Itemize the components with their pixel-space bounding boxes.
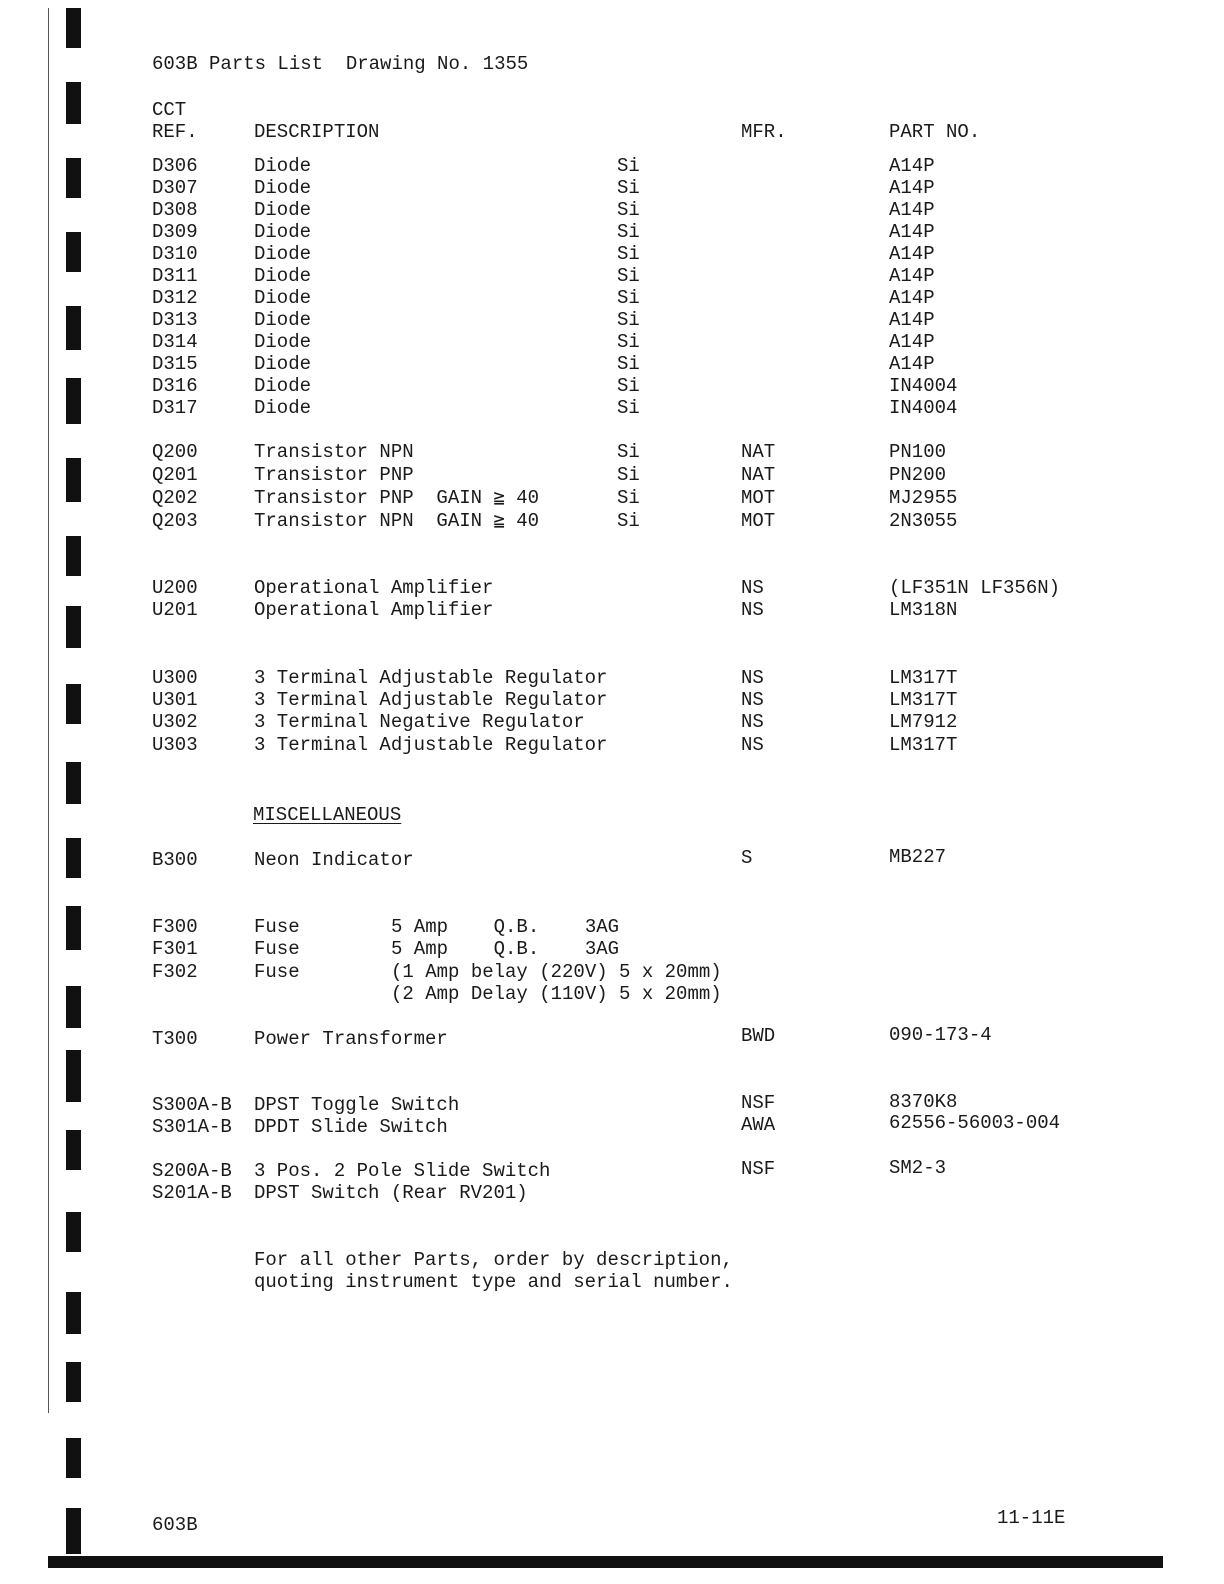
misc-heading: MISCELLANEOUS (253, 804, 402, 826)
cell-description: Fuse (254, 938, 300, 960)
cell-part-no: LM317T (889, 689, 958, 711)
cell-description: 3 Pos. 2 Pole Slide Switch (254, 1160, 551, 1182)
cell-part-no: A14P (889, 353, 935, 375)
cell-ref: D310 (152, 243, 198, 265)
cell-type: Si (617, 397, 640, 419)
cell-part-no: 2N3055 (889, 510, 958, 532)
cell-description: Transistor PNP GAIN ≧ 40 (254, 487, 540, 509)
cell-ref: D312 (152, 287, 198, 309)
cell-type: Si (617, 331, 640, 353)
punch-mark (66, 158, 81, 198)
cell-type: Si (617, 375, 640, 397)
cell-ref: F300 (152, 916, 198, 938)
cell-mfr: NAT (741, 464, 776, 486)
cell-spec: 5 Amp Q.B. 3AG (391, 916, 620, 938)
punch-mark (66, 306, 81, 350)
cell-part-no: A14P (889, 177, 935, 199)
punch-mark (66, 378, 81, 424)
drawing-number: Drawing No. 1355 (345, 53, 529, 75)
punch-mark (66, 1362, 81, 1402)
cell-type: Si (617, 243, 640, 265)
cell-part-no: 62556-56003-004 (889, 1112, 1061, 1134)
cell-part-no: A14P (889, 243, 935, 265)
title-text: 603B Parts List (152, 53, 324, 75)
cell-ref: D314 (152, 331, 198, 353)
cell-ref: D317 (152, 397, 198, 419)
cell-description: 3 Terminal Adjustable Regulator (254, 667, 608, 689)
cell-description: Fuse (254, 916, 300, 938)
cell-mfr: NS (741, 599, 764, 621)
cell-description: Diode (254, 243, 312, 265)
binder-margin-line (48, 8, 49, 1413)
cell-part-no: SM2-3 (889, 1157, 947, 1179)
cell-description: Diode (254, 375, 312, 397)
cell-description: Diode (254, 287, 312, 309)
cell-type: Si (617, 177, 640, 199)
cell-mfr: NS (741, 667, 764, 689)
page-title (152, 53, 528, 75)
punch-mark (66, 986, 81, 1028)
cell-part-no: IN4004 (889, 397, 958, 419)
punch-mark (66, 1212, 81, 1252)
cell-mfr: NS (741, 711, 764, 733)
cell-description: Diode (254, 265, 312, 287)
punch-mark (66, 838, 81, 878)
punch-mark (66, 232, 81, 272)
cell-mfr: MOT (741, 510, 776, 532)
cell-type: Si (617, 353, 640, 375)
cell-mfr: NS (741, 689, 764, 711)
cell-mfr: NAT (741, 441, 776, 463)
cell-description: Transistor NPN GAIN ≧ 40 (254, 510, 540, 532)
cell-type: Si (617, 464, 640, 486)
cell-part-no: A14P (889, 331, 935, 353)
cell-part-no: LM7912 (889, 711, 958, 733)
cell-description: Transistor NPN (254, 441, 414, 463)
cell-ref: F301 (152, 938, 198, 960)
cell-description: 3 Terminal Negative Regulator (254, 711, 585, 733)
cell-part-no: LM317T (889, 667, 958, 689)
col-header-description: DESCRIPTION (254, 121, 380, 143)
cell-ref: D313 (152, 309, 198, 331)
cell-description: DPDT Slide Switch (254, 1116, 448, 1138)
cell-spec: 5 Amp Q.B. 3AG (391, 938, 620, 960)
punch-mark (66, 1292, 81, 1334)
cell-part-no: 8370K8 (889, 1091, 958, 1113)
cell-part-no: A14P (889, 155, 935, 177)
cell-type: Si (617, 510, 640, 532)
cell-type: Si (617, 441, 640, 463)
punch-mark (66, 762, 81, 804)
cell-type: Si (617, 487, 640, 509)
cell-ref: D306 (152, 155, 198, 177)
cell-ref: Q200 (152, 441, 198, 463)
cell-ref: Q203 (152, 510, 198, 532)
punch-mark (66, 1438, 81, 1478)
cell-mfr: NS (741, 577, 764, 599)
cell-ref: D307 (152, 177, 198, 199)
cell-part-no: PN200 (889, 464, 947, 486)
cell-type: Si (617, 265, 640, 287)
col-header-mfr: MFR. (741, 121, 787, 143)
cell-mfr: NSF (741, 1092, 776, 1114)
cell-ref: D308 (152, 199, 198, 221)
cell-ref: B300 (152, 849, 198, 871)
cell-ref: S301A-B (152, 1116, 232, 1138)
punch-mark (66, 1130, 81, 1170)
cell-description: Diode (254, 397, 312, 419)
cell-description: Power Transformer (254, 1028, 448, 1050)
footer-model: 603B (152, 1514, 198, 1536)
cell-description: Diode (254, 199, 312, 221)
cell-ref: D311 (152, 265, 198, 287)
cell-part-no: LM317T (889, 734, 958, 756)
cell-part-no: 090-173-4 (889, 1024, 992, 1046)
cell-part-no: MB227 (889, 846, 947, 868)
cell-type: Si (617, 199, 640, 221)
cell-part-no: (LF351N LF356N) (889, 577, 1061, 599)
cell-ref: S201A-B (152, 1182, 232, 1204)
cell-ref: D309 (152, 221, 198, 243)
cell-part-no: A14P (889, 309, 935, 331)
cell-part-no: LM318N (889, 599, 958, 621)
punch-mark (66, 8, 81, 48)
punch-mark (66, 684, 81, 724)
cell-description: Diode (254, 221, 312, 243)
cell-description: Diode (254, 353, 312, 375)
cell-part-no: A14P (889, 287, 935, 309)
cell-part-no: IN4004 (889, 375, 958, 397)
cell-mfr: AWA (741, 1114, 776, 1136)
punch-mark (66, 906, 81, 950)
cell-spec: (1 Amp belay (220V) 5 x 20mm) (391, 961, 722, 983)
cell-ref: Q202 (152, 487, 198, 509)
punch-mark (66, 82, 81, 124)
cell-ref: U303 (152, 734, 198, 756)
cell-ref: U302 (152, 711, 198, 733)
bottom-scan-edge (48, 1556, 1163, 1568)
cell-description: 3 Terminal Adjustable Regulator (254, 689, 608, 711)
punch-mark (66, 1050, 81, 1102)
col-header-part-no: PART NO. (889, 121, 981, 143)
cell-description: Operational Amplifier (254, 599, 494, 621)
cell-part-no: PN100 (889, 441, 947, 463)
cell-mfr: MOT (741, 487, 776, 509)
cell-description: Diode (254, 309, 312, 331)
cell-ref: U200 (152, 577, 198, 599)
cell-ref: D315 (152, 353, 198, 375)
cell-part-no: MJ2955 (889, 487, 958, 509)
cell-description: Diode (254, 177, 312, 199)
cell-part-no: A14P (889, 199, 935, 221)
cell-description: Transistor PNP (254, 464, 414, 486)
punch-mark (66, 458, 81, 502)
cell-mfr: S (741, 847, 753, 869)
cell-ref: F302 (152, 961, 198, 983)
cell-ref: U300 (152, 667, 198, 689)
cell-ref: T300 (152, 1028, 198, 1050)
note-line-1: For all other Parts, order by description, (254, 1249, 733, 1271)
cell-ref: U301 (152, 689, 198, 711)
cell-type: Si (617, 221, 640, 243)
col-header-ref-line2: REF. (152, 121, 198, 143)
punch-mark (66, 536, 81, 576)
cell-part-no: A14P (889, 265, 935, 287)
cell-ref: U201 (152, 599, 198, 621)
cell-ref: S200A-B (152, 1160, 232, 1182)
note-line-2: quoting instrument type and serial number. (254, 1271, 733, 1293)
cell-description: Fuse (254, 961, 300, 983)
cell-ref: D316 (152, 375, 198, 397)
cell-description: DPST Switch (Rear RV201) (254, 1182, 528, 1204)
cell-description: 3 Terminal Adjustable Regulator (254, 734, 608, 756)
cell-mfr: BWD (741, 1025, 776, 1047)
footer-page-number: 11-11E (997, 1507, 1066, 1529)
cell-mfr: NSF (741, 1158, 776, 1180)
cell-ref: S300A-B (152, 1094, 232, 1116)
cell-description: Neon Indicator (254, 849, 414, 871)
cell-spec: (2 Amp Delay (110V) 5 x 20mm) (391, 983, 722, 1005)
cell-description: Diode (254, 155, 312, 177)
cell-ref: Q201 (152, 464, 198, 486)
punch-mark (66, 606, 81, 648)
col-header-ref-line1: CCT (152, 99, 187, 121)
cell-type: Si (617, 287, 640, 309)
cell-type: Si (617, 155, 640, 177)
cell-description: Diode (254, 331, 312, 353)
punch-mark (66, 1508, 81, 1554)
cell-description: DPST Toggle Switch (254, 1094, 460, 1116)
cell-description: Operational Amplifier (254, 577, 494, 599)
cell-type: Si (617, 309, 640, 331)
cell-mfr: NS (741, 734, 764, 756)
cell-part-no: A14P (889, 221, 935, 243)
